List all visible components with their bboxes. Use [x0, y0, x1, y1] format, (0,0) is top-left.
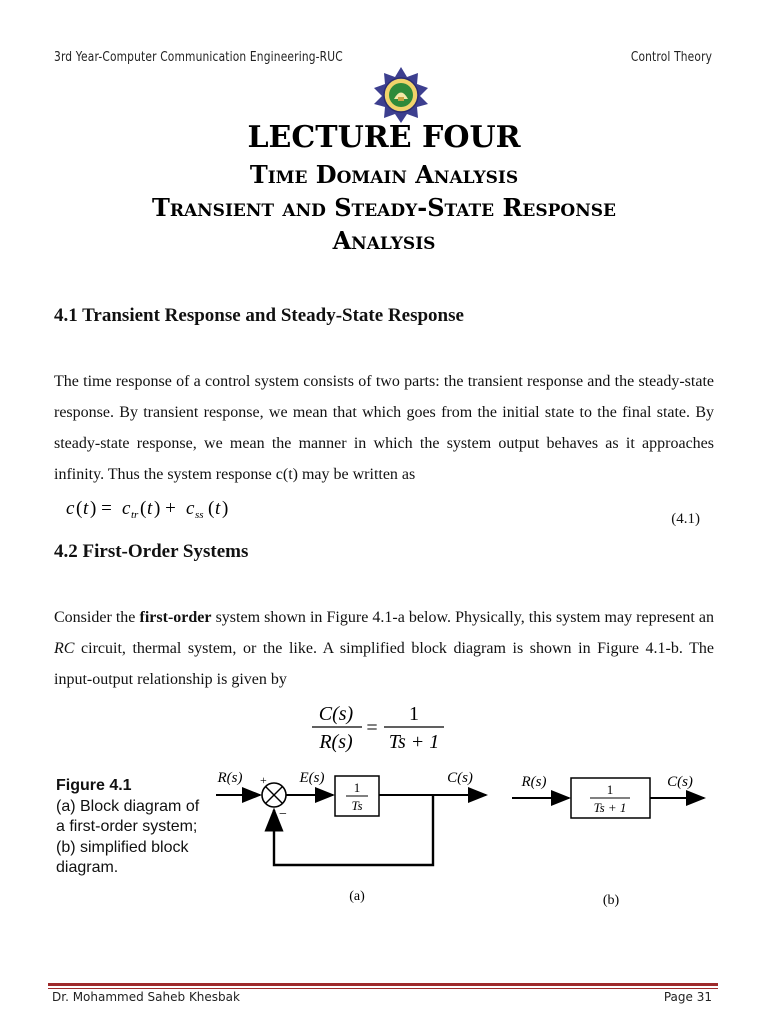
diagram-a-block-denominator: Ts [351, 798, 363, 813]
svg-text:(: ( [208, 498, 215, 519]
figure-caption-line-4: diagram. [56, 859, 119, 876]
diagram-a [216, 770, 486, 904]
footer-rule-thin [48, 988, 718, 989]
lecture-title: LECTURE FOUR [247, 120, 521, 155]
svg-text:t: t [83, 498, 89, 519]
footer-author: Dr. Mohammed Saheb Khesbak [52, 990, 240, 1004]
italic-rc: RC [54, 640, 75, 657]
svg-text:c: c [122, 498, 131, 519]
paragraph-4-2: Consider the first-order system shown in Figure 4.1-a below. Physically, this system may represent an RC circuit, thermal system, or the like. A simplified block diagram is shown in Figure 4.1-b. The input-output relationship is given by [54, 609, 715, 688]
diagram-b [512, 774, 704, 908]
diagram-a-input-label: R(s) [217, 770, 243, 786]
section-heading-4-1: 4.1 Transient Response and Steady-State Response [54, 305, 464, 326]
bold-first-order: first-order [139, 609, 212, 626]
transfer-function-equation [308, 700, 458, 756]
header-right: Control Theory [630, 50, 712, 65]
diagram-a-error-label: E(s) [299, 770, 325, 786]
svg-text:): ) [222, 498, 229, 519]
tf-rhs-numerator: 1 [409, 703, 419, 725]
footer-page-number: Page 31 [663, 990, 712, 1004]
diagram-b-block-denominator: Ts + 1 [593, 800, 627, 815]
diagram-a-caption: (a) [349, 889, 365, 904]
header-left: 3rd Year-Computer Communication Engineering-RUC [54, 50, 343, 65]
diagram-b-caption: (b) [602, 893, 620, 908]
figure-caption-line-1: (a) Block diagram of [56, 797, 200, 815]
figure-caption-line-2: a first-order system; [56, 818, 198, 835]
tf-rhs-denominator: Ts + 1 [388, 731, 440, 753]
svg-text:(: ( [76, 498, 83, 519]
svg-text:t: t [147, 498, 153, 519]
figure-caption-line-3: (b) simplified block [56, 838, 189, 856]
svg-text:) =: ) = [90, 498, 112, 519]
tf-equals: = [366, 717, 378, 739]
diagram-b-input-label: R(s) [521, 774, 547, 790]
title-line-3: Transient and Steady-State Response [151, 193, 617, 222]
svg-text:t: t [215, 498, 221, 519]
diagram-a-output-label: C(s) [447, 770, 473, 786]
paragraph-4-1: The time response of a control system consists of two parts: the transient response and the steady-state response. By transient response, we mean that which goes from the initial state to the final state. By steady-state response, we mean the manner in which the system output behaves as it approaches infinity. Thus the system response c(t) may be written as [54, 373, 714, 483]
diagram-a-block-numerator: 1 [353, 780, 361, 795]
svg-text:tr: tr [131, 509, 139, 521]
svg-text:ss: ss [195, 509, 204, 521]
section-heading-4-2: 4.2 First-Order Systems [54, 541, 249, 562]
summing-plus-sign: + [260, 773, 267, 787]
figure-caption-title: Figure 4.1 [56, 777, 132, 794]
svg-text:(: ( [140, 498, 147, 519]
title-line-4: Analysis [332, 226, 436, 255]
svg-text:c: c [186, 498, 195, 519]
equation-number-4-1: (4.1) [671, 511, 700, 527]
university-logo [372, 66, 430, 124]
tf-denominator: R(s) [319, 731, 353, 753]
summing-minus-sign: − [279, 807, 287, 822]
equation-4-1 [66, 494, 236, 522]
figure-4-1-block-diagrams [0, 760, 768, 920]
tf-numerator: C(s) [318, 703, 354, 725]
title-line-2: Time Domain Analysis [249, 160, 519, 189]
diagram-b-output-label: C(s) [667, 774, 693, 790]
svg-text:) +: ) + [154, 498, 176, 519]
svg-text:c: c [66, 498, 75, 519]
diagram-b-block-numerator: 1 [606, 782, 614, 797]
footer-rule-thick [48, 983, 718, 986]
